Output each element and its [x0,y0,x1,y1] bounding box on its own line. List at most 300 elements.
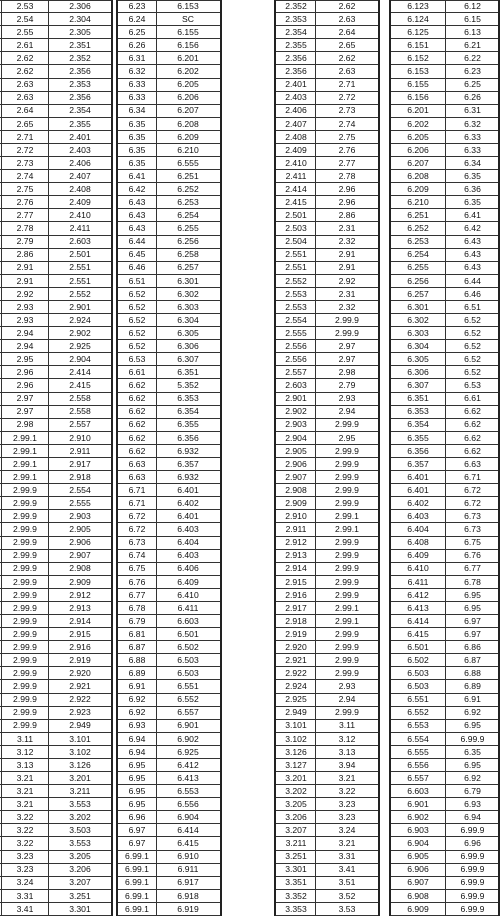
table-cell: 6.917 [177,877,199,888]
table-cell: 6.357 [407,458,429,469]
table-cell: 2.54 [16,13,34,24]
table-cell: 6.32 [128,66,146,77]
table-cell: 3.12 [338,733,356,744]
table-cell: 2.415 [69,380,91,391]
table-cell: 2.79 [338,380,356,391]
table-cell: 2.94 [338,694,356,705]
table-cell: 6.72 [464,497,481,508]
table-cell: 3.553 [69,798,91,809]
table-cell: 2.93 [338,393,356,404]
table-cell: 2.915 [69,628,91,639]
column-rule [48,0,49,916]
table-cell: 6.306 [177,340,199,351]
table-cell: 2.305 [69,26,91,37]
table-cell: 6.252 [177,183,199,194]
table-cell: 3.51 [338,877,356,888]
table-cell: 6.95 [464,602,481,613]
table-cell: 2.907 [285,471,307,482]
table-cell: 6.41 [464,210,481,221]
table-cell: 2.99.9 [335,537,359,548]
table-cell: 6.26 [464,92,481,103]
table-cell: 3.207 [285,825,307,836]
table-cell: 6.209 [177,131,199,142]
table-cell: 3.301 [285,864,307,875]
table-cell: 3.101 [285,720,307,731]
table-cell: 3.301 [69,903,91,914]
table-cell: 2.62 [338,53,356,64]
table-cell: 2.925 [285,694,307,705]
table-cell: 2.99.9 [335,445,359,456]
table-cell: 2.408 [285,131,307,142]
table-cell: 2.403 [285,92,307,103]
table-cell: 2.905 [69,524,91,535]
table-cell: 6.253 [177,197,199,208]
table-cell: 6.44 [464,275,481,286]
table-cell: 6.412 [177,759,199,770]
table-cell: 2.99.9 [13,589,37,600]
table-cell: 6.304 [407,340,429,351]
table-cell: 6.71 [128,484,146,495]
table-cell: 2.903 [69,511,91,522]
table-cell: 6.904 [407,838,429,849]
table-cell: 6.99.9 [460,825,485,836]
table-cell: 6.403 [177,550,199,561]
table-cell: 6.32 [464,118,481,129]
table-cell: 2.908 [285,484,307,495]
table-cell: 6.206 [177,92,199,103]
table-cell: 3.206 [285,812,307,823]
table-cell: 6.351 [407,393,429,404]
table-cell: 6.99.1 [125,890,149,901]
table-cell: 6.91 [128,681,146,692]
table-cell: 6.909 [407,903,429,914]
table-cell: 6.92 [464,772,481,783]
table-cell: 2.353 [69,79,91,90]
table-cell: 3.23 [338,812,356,823]
table-cell: 6.501 [407,641,429,652]
table-cell: 6.932 [177,445,199,456]
table-cell: 6.61 [128,367,146,378]
table-cell: 3.23 [338,798,356,809]
table-cell: 6.206 [407,144,429,155]
table-cell: 2.99.9 [335,707,359,718]
table-cell: 6.94 [128,746,146,757]
table-cell: 6.903 [407,825,429,836]
table-cell: 6.99.9 [460,890,485,901]
table-cell: 2.99.9 [13,602,37,613]
table-cell: 6.406 [177,563,199,574]
table-cell: 2.407 [285,118,307,129]
table-cell: 2.353 [285,13,307,24]
table-cell: 6.52 [464,314,481,325]
table-cell: 6.205 [407,131,429,142]
table-cell: 2.99.1 [335,524,359,535]
table-cell: 2.552 [69,288,91,299]
table-cell: 6.403 [407,511,429,522]
table-cell: 2.555 [285,327,307,338]
table-cell: 6.86 [464,641,481,652]
table-cell: 6.63 [128,471,146,482]
table-cell: 2.354 [285,26,307,37]
table-cell: 6.123 [407,1,429,12]
table-cell: 2.99.1 [13,432,37,443]
table-cell: 6.31 [128,53,146,64]
table-cell: 6.354 [177,406,199,417]
table-cell: 2.406 [285,105,307,116]
table-cell: 6.551 [177,681,199,692]
table-cell: 6.905 [407,851,429,862]
table-cell: 2.62 [16,66,34,77]
column-rule [274,0,276,916]
table-cell: 6.303 [177,301,199,312]
table-cell: 2.63 [16,79,34,90]
table-cell: 6.95 [128,759,146,770]
table-cell: 2.99.1 [13,458,37,469]
table-cell: 3.94 [338,759,356,770]
table-cell: 6.902 [407,812,429,823]
table-cell: 3.353 [285,903,307,914]
table-cell: 2.409 [69,197,91,208]
table-cell: 6.257 [407,288,429,299]
table-cell: 3.22 [338,785,356,796]
table-cell: 3.31 [16,890,34,901]
table-cell: 2.922 [69,694,91,705]
table-cell: 6.62 [464,445,481,456]
table-cell: 6.201 [177,53,199,64]
table-cell: 6.31 [464,105,481,116]
table-cell: 6.93 [128,720,146,731]
table-cell: 6.357 [177,458,199,469]
table-cell: 6.911 [177,864,199,875]
table-cell: 2.98 [16,419,34,430]
table-cell: 2.552 [285,275,307,286]
table-cell: 3.31 [338,851,356,862]
table-cell: 6.71 [464,471,481,482]
column-rule [111,0,113,916]
table-cell: 6.89 [128,668,146,679]
table-cell: 6.554 [407,733,429,744]
table-cell: 6.415 [177,838,199,849]
table-cell: 3.21 [16,798,34,809]
table-cell: 6.33 [464,131,481,142]
table-cell: 6.89 [464,681,481,692]
table-cell: 2.71 [338,79,356,90]
table-cell: 6.408 [407,537,429,548]
table-cell: 6.52 [464,367,481,378]
table-cell: 6.25 [464,79,481,90]
table-cell: 3.11 [16,733,34,744]
table-cell: 2.949 [285,707,307,718]
table-cell: 2.904 [285,432,307,443]
table-cell: 6.355 [177,419,199,430]
table-cell: 2.910 [69,432,91,443]
table-cell: 2.415 [285,197,307,208]
table-cell: 6.87 [464,655,481,666]
table-cell: 6.409 [177,576,199,587]
table-cell: 6.503 [407,668,429,679]
table-cell: 6.403 [177,524,199,535]
table-cell: 2.304 [69,13,91,24]
table-cell: 2.906 [69,537,91,548]
table-cell: 6.255 [407,262,429,273]
table-cell: 6.61 [464,393,481,404]
table-cell: 2.72 [16,144,34,155]
table-cell: 6.95 [464,589,481,600]
table-cell: 6.402 [407,497,429,508]
table-cell: 6.95 [464,759,481,770]
table-cell: 3.553 [69,838,91,849]
table-cell: 2.65 [16,118,34,129]
table-cell: 3.21 [338,838,356,849]
table-cell: 2.72 [338,92,356,103]
table-cell: 2.96 [338,197,356,208]
table-cell: 2.78 [16,223,34,234]
table-cell: 2.91 [16,262,34,273]
table-cell: 6.12 [464,1,481,12]
table-cell: 3.41 [338,864,356,875]
table-cell: 6.53 [128,354,146,365]
table-cell: 2.74 [16,170,34,181]
table-cell: 2.918 [285,615,307,626]
table-cell: 6.402 [177,497,199,508]
table-cell: 6.153 [407,66,429,77]
table-cell: 2.924 [69,314,91,325]
table-cell: 6.51 [464,301,481,312]
table-cell: 6.92 [128,707,146,718]
table-cell: 6.907 [407,877,429,888]
table-cell: 2.912 [69,589,91,600]
table-cell: 6.73 [464,511,481,522]
table-cell: 2.31 [338,288,356,299]
table-cell: 6.43 [464,249,481,260]
table-cell: 2.99.9 [335,641,359,652]
table-cell: 6.13 [464,26,481,37]
table-cell: 3.201 [69,772,91,783]
table-cell: 2.94 [16,327,34,338]
table-cell: 6.307 [177,354,199,365]
table-cell: 6.99.1 [125,903,149,914]
table-cell: 2.32 [338,236,356,247]
table-cell: 2.918 [69,471,91,482]
table-cell: 6.97 [464,615,481,626]
table-cell: 3.22 [16,812,34,823]
table-cell: 6.306 [407,367,429,378]
table-cell: 2.909 [69,576,91,587]
table-cell: 3.201 [285,772,307,783]
table-cell: 6.401 [177,511,199,522]
table-cell: 6.125 [407,26,429,37]
table-cell: 6.401 [177,484,199,495]
table-cell: 2.401 [285,79,307,90]
table-cell: 6.901 [177,720,199,731]
table-cell: 2.99.9 [335,458,359,469]
table-cell: 2.907 [69,550,91,561]
table-cell: 6.78 [128,602,146,613]
column-rule [116,0,118,916]
table-cell: 2.916 [69,641,91,652]
table-cell: 3.207 [69,877,91,888]
table-cell: SC [182,13,194,24]
table-cell: 2.921 [69,681,91,692]
table-cell: 6.96 [128,812,146,823]
table-cell: 6.35 [128,131,146,142]
table-cell: 2.924 [285,681,307,692]
table-cell: 6.307 [407,380,429,391]
table-cell: 3.24 [16,877,34,888]
table-cell: 2.99.9 [13,720,37,731]
table-cell: 6.92 [464,707,481,718]
table-cell: 2.93 [338,681,356,692]
table-cell: 2.913 [285,550,307,561]
table-cell: 2.92 [338,275,356,286]
table-cell: 6.410 [407,563,429,574]
table-cell: 2.905 [285,445,307,456]
table-cell: 6.35 [128,157,146,168]
table-cell: 2.95 [16,354,34,365]
table-cell: 6.257 [177,262,199,273]
table-cell: 6.76 [128,576,146,587]
table-cell: 6.52 [128,314,146,325]
table-cell: 2.86 [16,249,34,260]
table-cell: 2.355 [285,39,307,50]
table-cell: 2.99.9 [13,707,37,718]
table-cell: 6.904 [177,812,199,823]
table-cell: 2.919 [69,655,91,666]
table-cell: 2.904 [69,354,91,365]
table-cell: 2.908 [69,563,91,574]
table-cell: 6.351 [177,367,199,378]
table-cell: 3.22 [16,825,34,836]
table-cell: 2.53 [16,1,34,12]
table-cell: 2.99.9 [335,419,359,430]
table-cell: 2.555 [69,497,91,508]
table-cell: 2.551 [69,275,91,286]
table-cell: 2.99.9 [13,524,37,535]
table-cell: 2.914 [285,563,307,574]
table-cell: 6.414 [407,615,429,626]
table-cell: 6.253 [407,236,429,247]
table-cell: 2.414 [285,183,307,194]
table-cell: 6.557 [407,772,429,783]
table-cell: 3.202 [285,785,307,796]
table-cell: 6.254 [407,249,429,260]
table-cell: 2.411 [285,170,307,181]
table-cell: 2.901 [285,393,307,404]
table-cell: 6.35 [128,144,146,155]
gutter [379,0,389,916]
table-cell: 2.86 [338,210,356,221]
table-cell: 2.63 [16,92,34,103]
table-cell: 6.411 [407,576,429,587]
table-cell: 6.302 [407,314,429,325]
table-cell: 6.99.9 [460,733,485,744]
table-cell: 2.557 [285,367,307,378]
column-rule [220,0,222,916]
table-cell: 2.914 [69,615,91,626]
table-cell: 2.920 [285,641,307,652]
table-cell: 6.62 [128,393,146,404]
table-cell: 2.557 [69,419,91,430]
table-cell: 6.42 [128,183,146,194]
table-cell: 2.96 [338,183,356,194]
table-cell: 2.410 [285,157,307,168]
table-cell: 2.61 [16,39,34,50]
table-cell: 2.99.9 [13,497,37,508]
table-cell: 2.910 [285,511,307,522]
table-cell: 6.72 [464,484,481,495]
table-cell: 6.906 [407,864,429,875]
table-cell: 2.925 [69,340,91,351]
table-cell: 6.46 [464,288,481,299]
table-cell: 6.305 [177,327,199,338]
table-cell: 2.91 [16,275,34,286]
table-cell: 6.62 [128,432,146,443]
table-cell: 6.156 [407,92,429,103]
table-cell: 6.210 [177,144,199,155]
table-cell: 3.211 [69,785,91,796]
table-cell: 2.603 [69,236,91,247]
table-cell: 6.35 [464,170,481,181]
table-cell: 6.77 [464,563,481,574]
table-cell: 2.558 [69,393,91,404]
table-cell: 6.92 [128,694,146,705]
table-cell: 6.52 [464,340,481,351]
table-cell: 6.353 [177,393,199,404]
table-cell: 6.78 [464,576,481,587]
table-cell: 6.99.9 [460,864,485,875]
table-cell: 6.43 [128,223,146,234]
table-cell: 2.76 [338,144,356,155]
table-cell: 2.553 [285,288,307,299]
table-cell: 6.551 [407,694,429,705]
table-cell: 6.553 [407,720,429,731]
table-cell: 6.251 [407,210,429,221]
table-cell: 5.352 [177,380,199,391]
column-rule [378,0,380,916]
table-cell: 6.91 [464,694,481,705]
table-cell: 2.414 [69,367,91,378]
table-cell: 6.503 [407,681,429,692]
table-cell: 2.99.9 [13,655,37,666]
table-cell: 2.408 [69,183,91,194]
table-cell: 2.65 [338,39,356,50]
table-cell: 3.211 [285,838,307,849]
table-cell: 2.92 [16,288,34,299]
table-cell: 6.73 [128,537,146,548]
table-cell: 2.923 [69,707,91,718]
table-cell: 6.155 [177,26,199,37]
table-cell: 2.352 [69,53,91,64]
table-cell: 2.911 [285,524,307,535]
table-cell: 2.99.9 [13,484,37,495]
table-cell: 6.255 [177,223,199,234]
table-cell: 6.97 [464,628,481,639]
table-cell: 2.912 [285,537,307,548]
table-cell: 6.925 [177,746,199,757]
table-cell: 6.63 [464,458,481,469]
table-cell: 6.356 [407,445,429,456]
table-cell: 6.23 [464,66,481,77]
table-cell: 2.603 [285,380,307,391]
table-cell: 6.62 [128,406,146,417]
table-cell: 6.33 [128,92,146,103]
table-cell: 6.88 [464,668,481,679]
table-cell: 6.411 [177,602,199,613]
table-cell: 6.502 [407,655,429,666]
table-cell: 6.99.1 [125,864,149,875]
table-cell: 6.208 [177,118,199,129]
table-cell: 2.55 [16,26,34,37]
